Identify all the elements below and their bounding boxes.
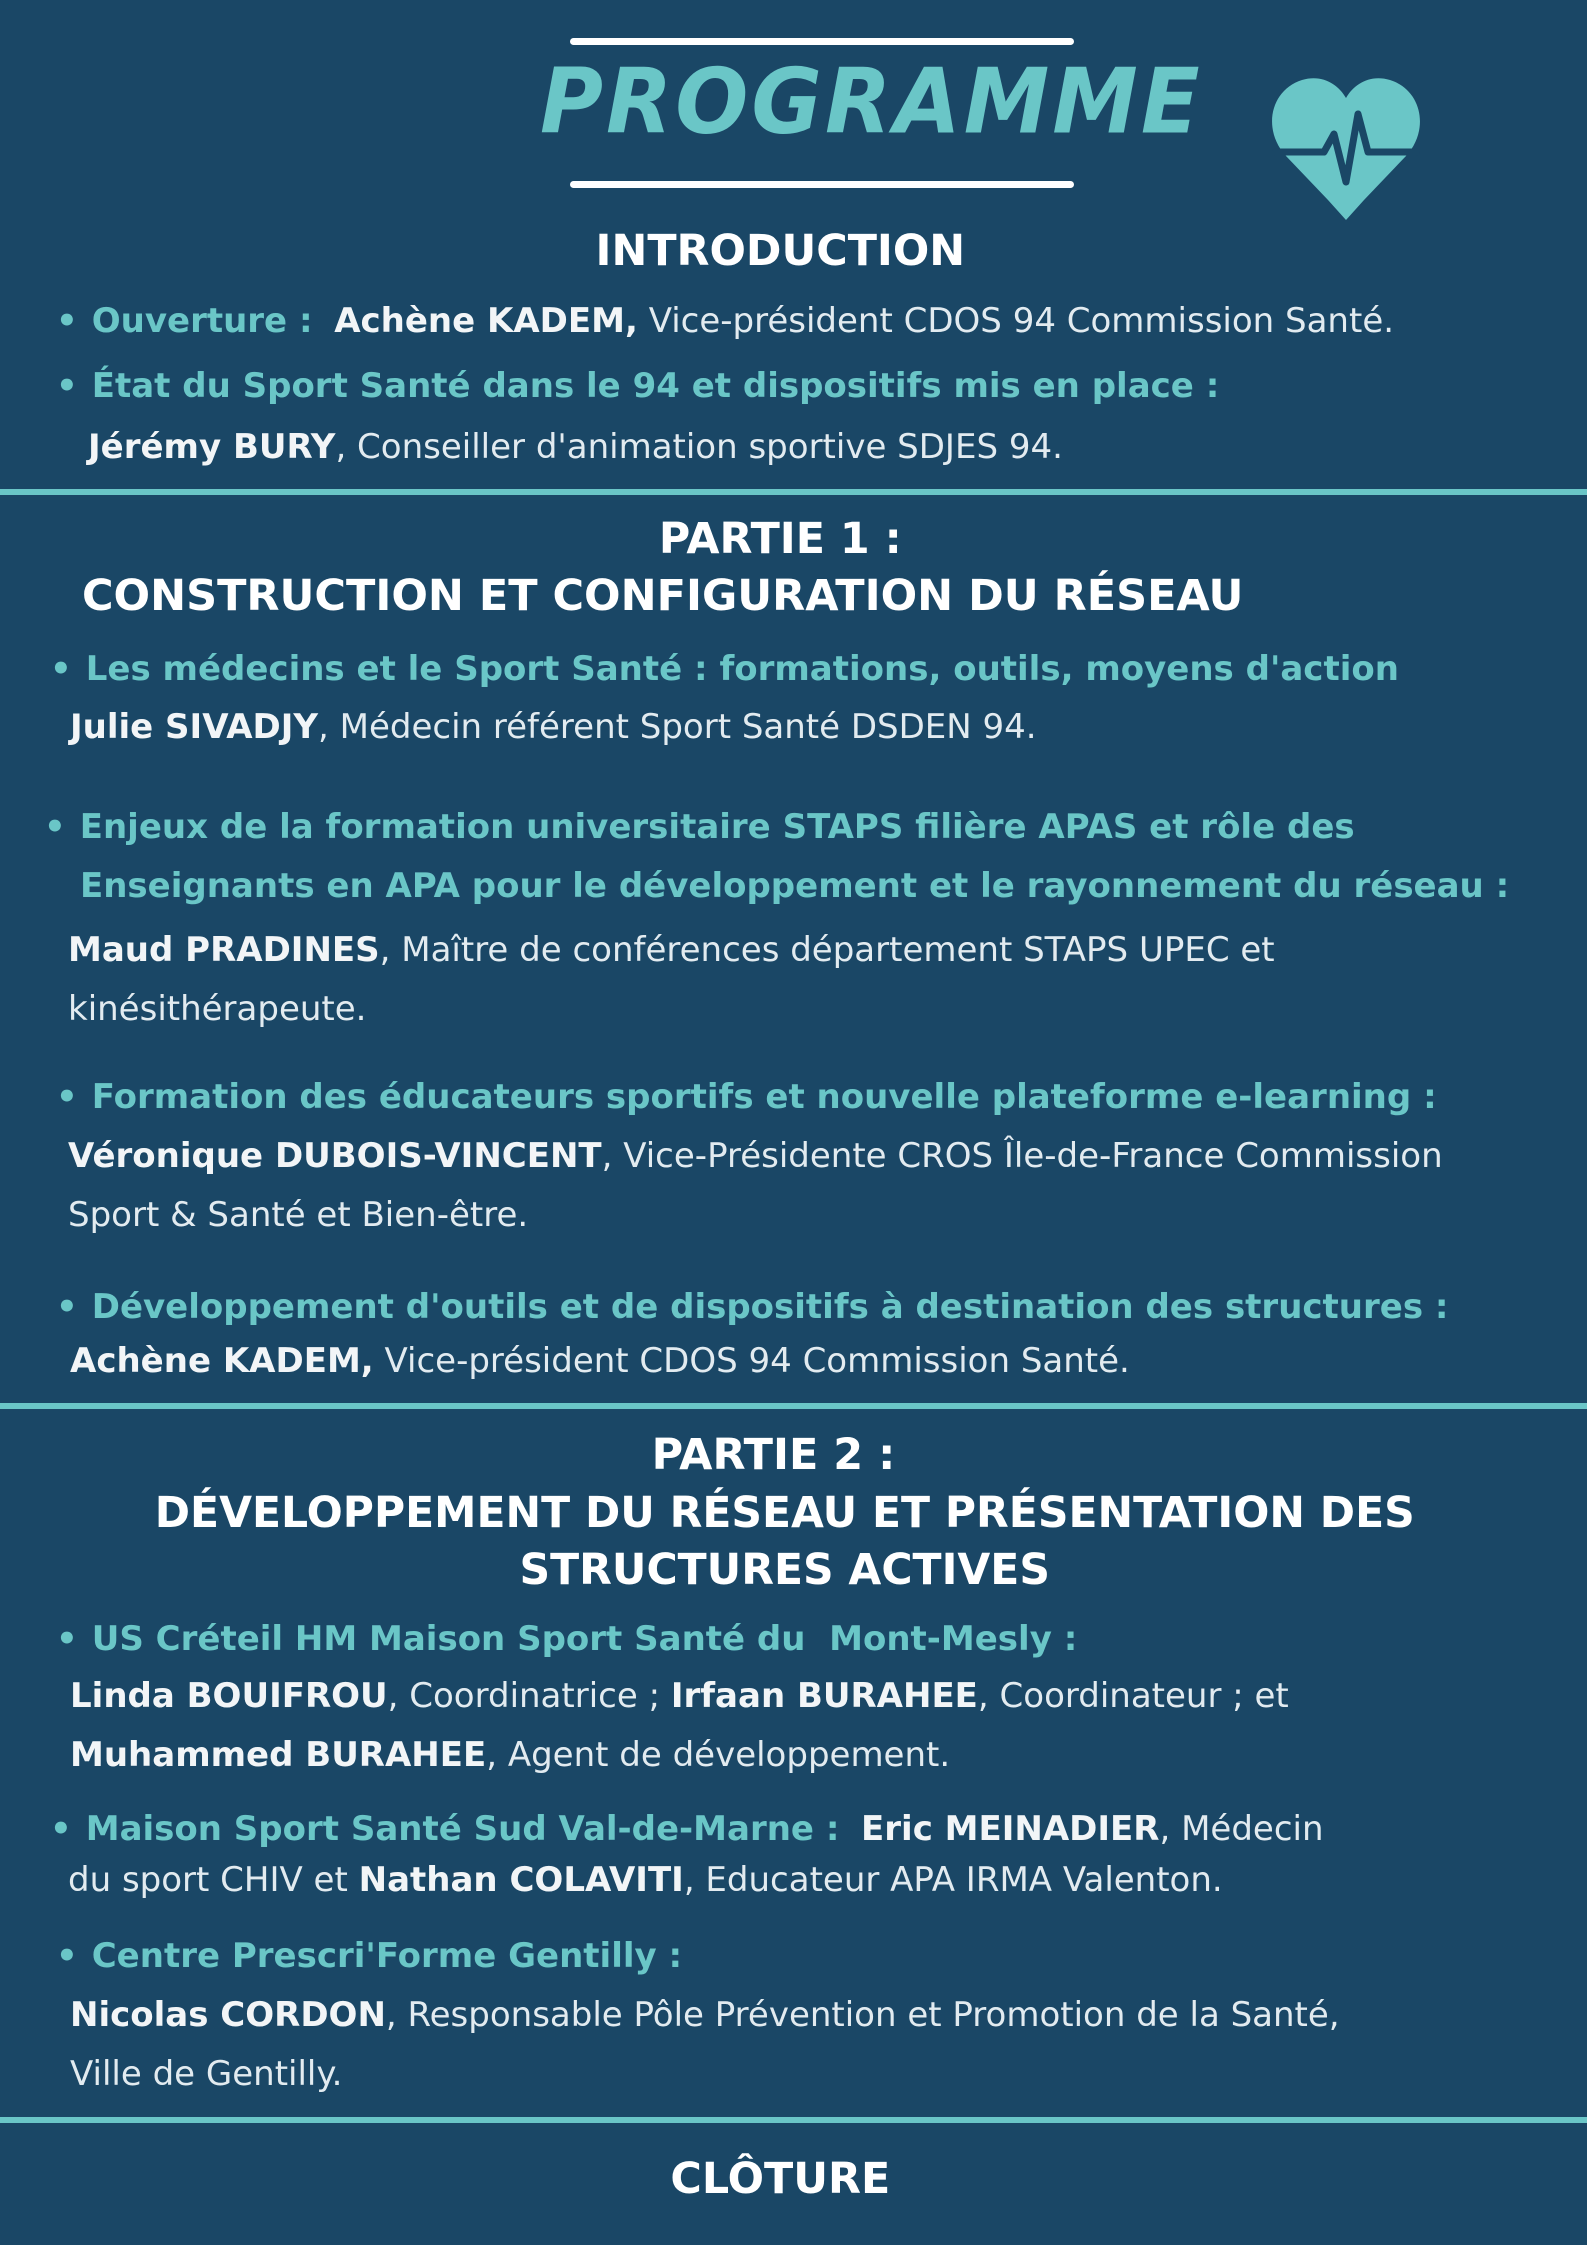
title-rule-top — [570, 38, 1074, 45]
partie2-item-uscreteil-speakers: Linda BOUIFROU, Coordinatrice ; Irfaan BURAHEE, Coordinateur ; et — [70, 1676, 1289, 1716]
partie1-item-enjeux-line2: Enseignants en APA pour le développement et le rayonnement du réseau : — [80, 866, 1510, 906]
section-divider — [0, 489, 1587, 495]
partie1-item-enjeux-speaker-line2: kinésithérapeute. — [68, 989, 367, 1029]
intro-item-etat-speaker: Jérémy BURY, Conseiller d'animation sportive SDJES 94. — [88, 427, 1063, 467]
cloture-heading: CLÔTURE — [670, 2154, 891, 2204]
partie1-item-formation: • Formation des éducateurs sportifs et nouvelle plateforme e-learning : — [56, 1077, 1437, 1117]
partie1-heading-line1: PARTIE 1 : — [658, 514, 902, 564]
partie2-item-prescriforme-speaker: Nicolas CORDON, Responsable Pôle Prévention et Promotion de la Santé, — [70, 1995, 1340, 2035]
bullet-icon: • — [50, 1809, 72, 1849]
page-title: PROGRAMME — [540, 49, 1203, 155]
bullet-icon: • — [56, 301, 78, 341]
section-divider — [0, 2117, 1587, 2123]
partie1-item-enjeux: • Enjeux de la formation universitaire STAPS filière APAS et rôle des — [44, 807, 1355, 847]
partie1-item-developpement: • Développement d'outils et de dispositifs à destination des structures : — [56, 1287, 1449, 1327]
partie1-item-medecins: • Les médecins et le Sport Santé : formations, outils, moyens d'action — [50, 649, 1399, 689]
bullet-icon: • — [56, 366, 78, 406]
heart-pulse-icon — [1266, 74, 1426, 220]
partie2-item-maison-sud-line2: du sport CHIV et Nathan COLAVITI, Educateur APA IRMA Valenton. — [68, 1860, 1223, 1900]
section-divider — [0, 1403, 1587, 1409]
partie2-item-prescriforme: • Centre Prescri'Forme Gentilly : — [56, 1936, 683, 1976]
bullet-icon: • — [44, 807, 66, 847]
partie2-item-uscreteil-speakers-line2: Muhammed BURAHEE, Agent de développement. — [70, 1735, 951, 1775]
introduction-heading: INTRODUCTION — [595, 226, 966, 276]
bullet-icon: • — [56, 1936, 78, 1976]
bullet-icon: • — [56, 1077, 78, 1117]
intro-item-etat: • État du Sport Santé dans le 94 et dispositifs mis en place : — [56, 366, 1220, 406]
partie1-item-formation-speaker: Véronique DUBOIS-VINCENT, Vice-Présidente CROS Île-de-France Commission — [68, 1136, 1443, 1176]
partie2-item-uscreteil: • US Créteil HM Maison Sport Santé du Mont-Mesly : — [56, 1619, 1078, 1659]
partie2-heading-line3: STRUCTURES ACTIVES — [519, 1545, 1050, 1595]
bullet-icon: • — [50, 649, 72, 689]
partie2-item-maison-sud: • Maison Sport Santé Sud Val-de-Marne : Eric MEINADIER, Médecin — [50, 1809, 1324, 1849]
partie1-item-developpement-speaker: Achène KADEM, Vice-président CDOS 94 Commission Santé. — [70, 1341, 1130, 1381]
partie2-item-prescriforme-speaker-line2: Ville de Gentilly. — [70, 2054, 343, 2094]
bullet-icon: • — [56, 1619, 78, 1659]
partie1-heading-line2: CONSTRUCTION ET CONFIGURATION DU RÉSEAU — [82, 571, 1244, 621]
partie1-item-enjeux-speaker: Maud PRADINES, Maître de conférences département STAPS UPEC et — [68, 930, 1275, 970]
partie1-item-formation-speaker-line2: Sport & Santé et Bien-être. — [68, 1195, 529, 1235]
partie1-item-medecins-speaker: Julie SIVADJY, Médecin référent Sport Santé DSDEN 94. — [70, 707, 1037, 747]
title-rule-bottom — [570, 181, 1074, 188]
intro-item-ouverture: • Ouverture : Achène KADEM, Vice-président CDOS 94 Commission Santé. — [56, 301, 1395, 341]
partie2-heading-line1: PARTIE 2 : — [651, 1430, 896, 1480]
bullet-icon: • — [56, 1287, 78, 1327]
partie2-heading-line2: DÉVELOPPEMENT DU RÉSEAU ET PRÉSENTATION DES — [154, 1488, 1415, 1538]
